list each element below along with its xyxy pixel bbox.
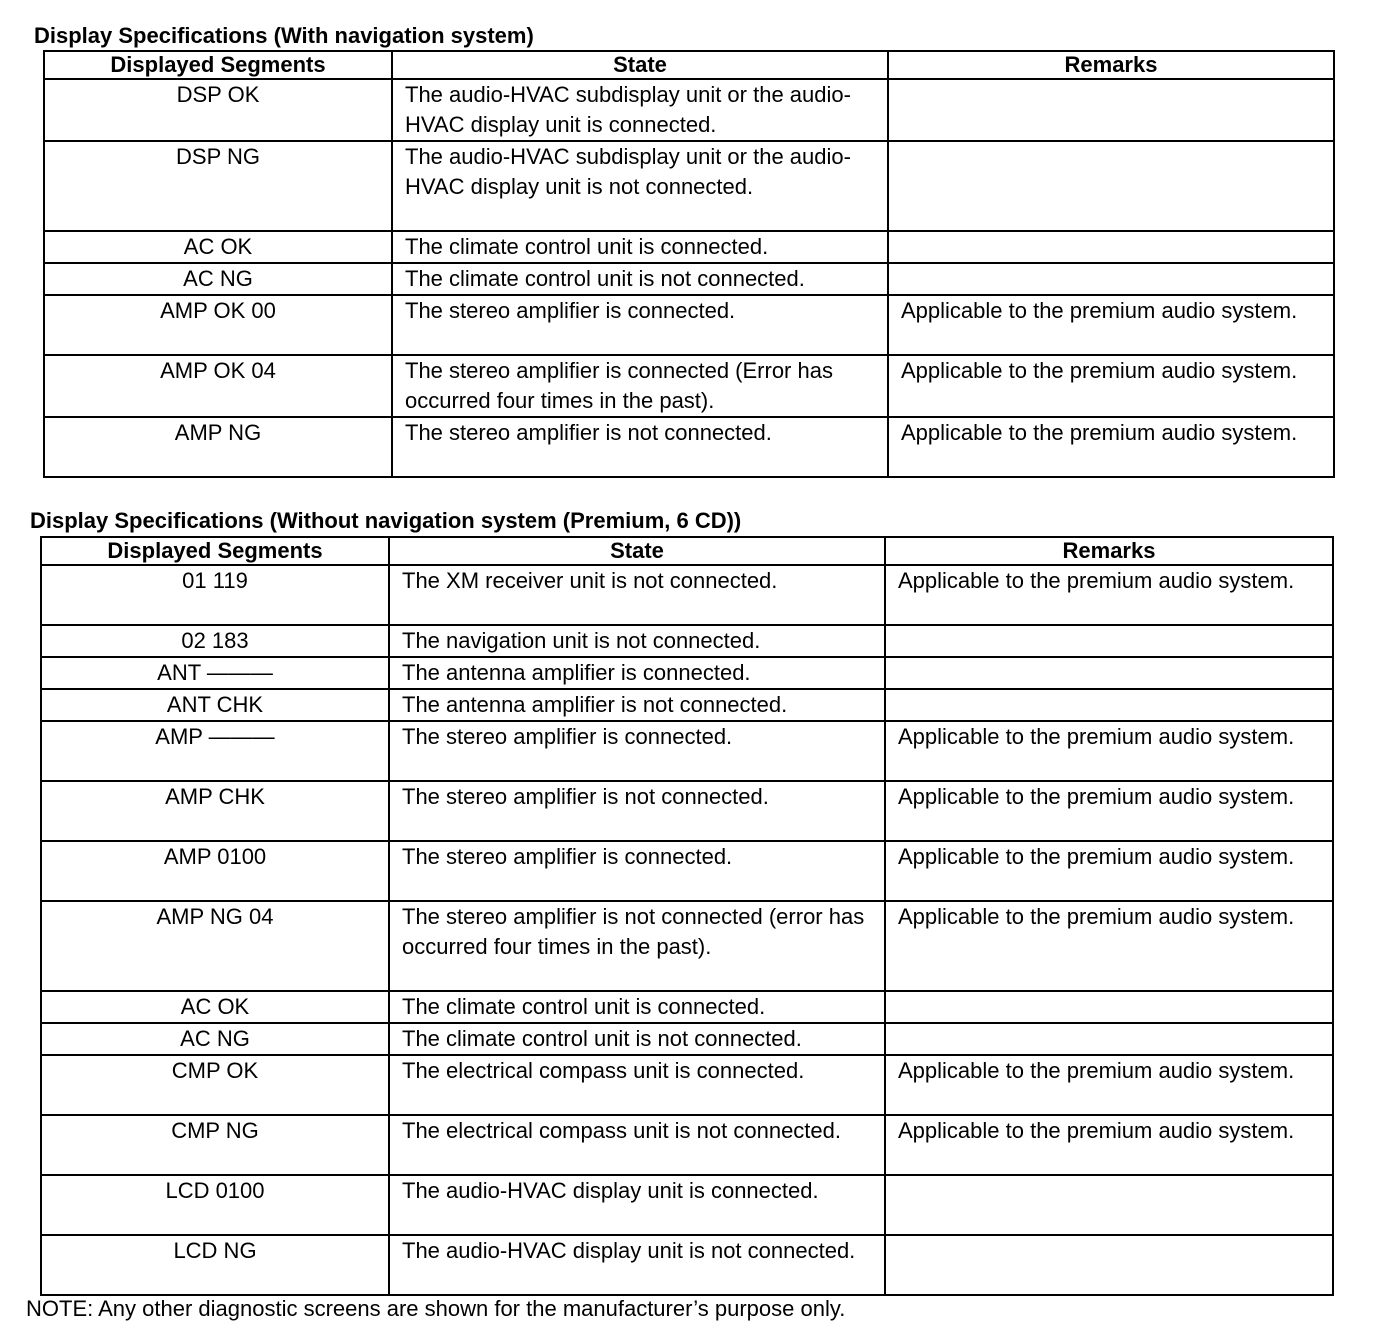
remarks-cell	[885, 1023, 1333, 1055]
remarks-cell	[885, 689, 1333, 721]
table-row	[41, 991, 1333, 1023]
remarks-cell	[885, 1235, 1333, 1295]
state-cell: The audio-HVAC subdisplay unit or the audio-HVAC display unit is connected.	[392, 79, 888, 141]
segment-cell: AMP OK 04	[44, 355, 392, 417]
state-cell: The climate control unit is connected.	[392, 231, 888, 263]
state-cell: The audio-HVAC display unit is not connected.	[389, 1235, 885, 1295]
remarks-cell	[888, 263, 1334, 295]
segment-cell: AMP ———	[41, 721, 389, 781]
remarks-cell	[885, 657, 1333, 689]
segment-cell: AMP OK 00	[44, 295, 392, 355]
table-row	[41, 1023, 1333, 1055]
segment-cell: DSP NG	[44, 141, 392, 231]
remarks-cell: Applicable to the premium audio system.	[885, 565, 1333, 625]
table-row	[44, 79, 1334, 141]
segment-cell: ANT CHK	[41, 689, 389, 721]
table-row	[41, 901, 1333, 991]
table-row	[44, 295, 1334, 355]
segment-cell: ANT ———	[41, 657, 389, 689]
segment-cell: CMP OK	[41, 1055, 389, 1115]
remarks-cell: Applicable to the premium audio system.	[885, 901, 1333, 991]
state-cell: The XM receiver unit is not connected.	[389, 565, 885, 625]
remarks-cell: Applicable to the premium audio system.	[885, 781, 1333, 841]
table-row	[41, 1175, 1333, 1235]
remarks-cell	[885, 1175, 1333, 1235]
table-row	[41, 565, 1333, 625]
remarks-cell	[885, 991, 1333, 1023]
state-cell: The audio-HVAC display unit is connected.	[389, 1175, 885, 1235]
segment-cell: AC NG	[41, 1023, 389, 1055]
header-state: State	[392, 51, 888, 79]
state-cell: The navigation unit is not connected.	[389, 625, 885, 657]
table-header-row	[44, 51, 1334, 79]
table-row	[44, 417, 1334, 477]
header-state: State	[389, 537, 885, 565]
state-cell: The stereo amplifier is connected.	[389, 841, 885, 901]
state-cell: The electrical compass unit is not connected.	[389, 1115, 885, 1175]
segment-cell: CMP NG	[41, 1115, 389, 1175]
segment-cell: 02 183	[41, 625, 389, 657]
remarks-cell: Applicable to the premium audio system.	[888, 417, 1334, 477]
state-cell: The antenna amplifier is connected.	[389, 657, 885, 689]
state-cell: The antenna amplifier is not connected.	[389, 689, 885, 721]
table-row	[44, 231, 1334, 263]
table-1	[43, 50, 1335, 478]
remarks-cell: Applicable to the premium audio system.	[885, 841, 1333, 901]
remarks-cell	[885, 625, 1333, 657]
segment-cell: AMP NG	[44, 417, 392, 477]
remarks-cell: Applicable to the premium audio system.	[888, 355, 1334, 417]
state-cell: The electrical compass unit is connected.	[389, 1055, 885, 1115]
remarks-cell: Applicable to the premium audio system.	[885, 721, 1333, 781]
state-cell: The climate control unit is connected.	[389, 991, 885, 1023]
table-row	[41, 781, 1333, 841]
remarks-cell	[888, 79, 1334, 141]
state-cell: The stereo amplifier is not connected.	[389, 781, 885, 841]
segment-cell: AMP 0100	[41, 841, 389, 901]
segment-cell: AC NG	[44, 263, 392, 295]
segment-cell: AMP NG 04	[41, 901, 389, 991]
table-header-row	[41, 537, 1333, 565]
header-remarks: Remarks	[885, 537, 1333, 565]
table-row	[41, 721, 1333, 781]
table-row	[41, 1115, 1333, 1175]
table-row	[41, 689, 1333, 721]
state-cell: The stereo amplifier is not connected (error has occurred four times in the past).	[389, 901, 885, 991]
table-row	[41, 1055, 1333, 1115]
table-row	[44, 263, 1334, 295]
table-2-title: Display Specifications (Without navigation system (Premium, 6 CD))	[30, 508, 742, 533]
remarks-cell: Applicable to the premium audio system.	[888, 295, 1334, 355]
segment-cell: AMP CHK	[41, 781, 389, 841]
table-row	[44, 141, 1334, 231]
segment-cell: AC OK	[44, 231, 392, 263]
header-remarks: Remarks	[888, 51, 1334, 79]
header-displayed-segments: Displayed Segments	[41, 537, 389, 565]
table-row	[41, 1235, 1333, 1295]
state-cell: The climate control unit is not connected.	[392, 263, 888, 295]
table-row	[41, 625, 1333, 657]
segment-cell: LCD NG	[41, 1235, 389, 1295]
remarks-cell	[888, 231, 1334, 263]
state-cell: The stereo amplifier is connected (Error has occurred four times in the past).	[392, 355, 888, 417]
table-row	[41, 841, 1333, 901]
table-row	[41, 657, 1333, 689]
state-cell: The stereo amplifier is not connected.	[392, 417, 888, 477]
remarks-cell: Applicable to the premium audio system.	[885, 1115, 1333, 1175]
state-cell: The stereo amplifier is connected.	[392, 295, 888, 355]
state-cell: The audio-HVAC subdisplay unit or the audio-HVAC display unit is not connected.	[392, 141, 888, 231]
state-cell: The climate control unit is not connected.	[389, 1023, 885, 1055]
state-cell: The stereo amplifier is connected.	[389, 721, 885, 781]
segment-cell: LCD 0100	[41, 1175, 389, 1235]
table-row	[44, 355, 1334, 417]
remarks-cell: Applicable to the premium audio system.	[885, 1055, 1333, 1115]
remarks-cell	[888, 141, 1334, 231]
segment-cell: 01 119	[41, 565, 389, 625]
segment-cell: DSP OK	[44, 79, 392, 141]
segment-cell: AC OK	[41, 991, 389, 1023]
header-displayed-segments: Displayed Segments	[44, 51, 392, 79]
table-1-title: Display Specifications (With navigation system)	[34, 23, 534, 48]
footnote: NOTE: Any other diagnostic screens are shown for the manufacturer’s purpose only.	[26, 1296, 846, 1321]
table-2	[40, 536, 1334, 1296]
